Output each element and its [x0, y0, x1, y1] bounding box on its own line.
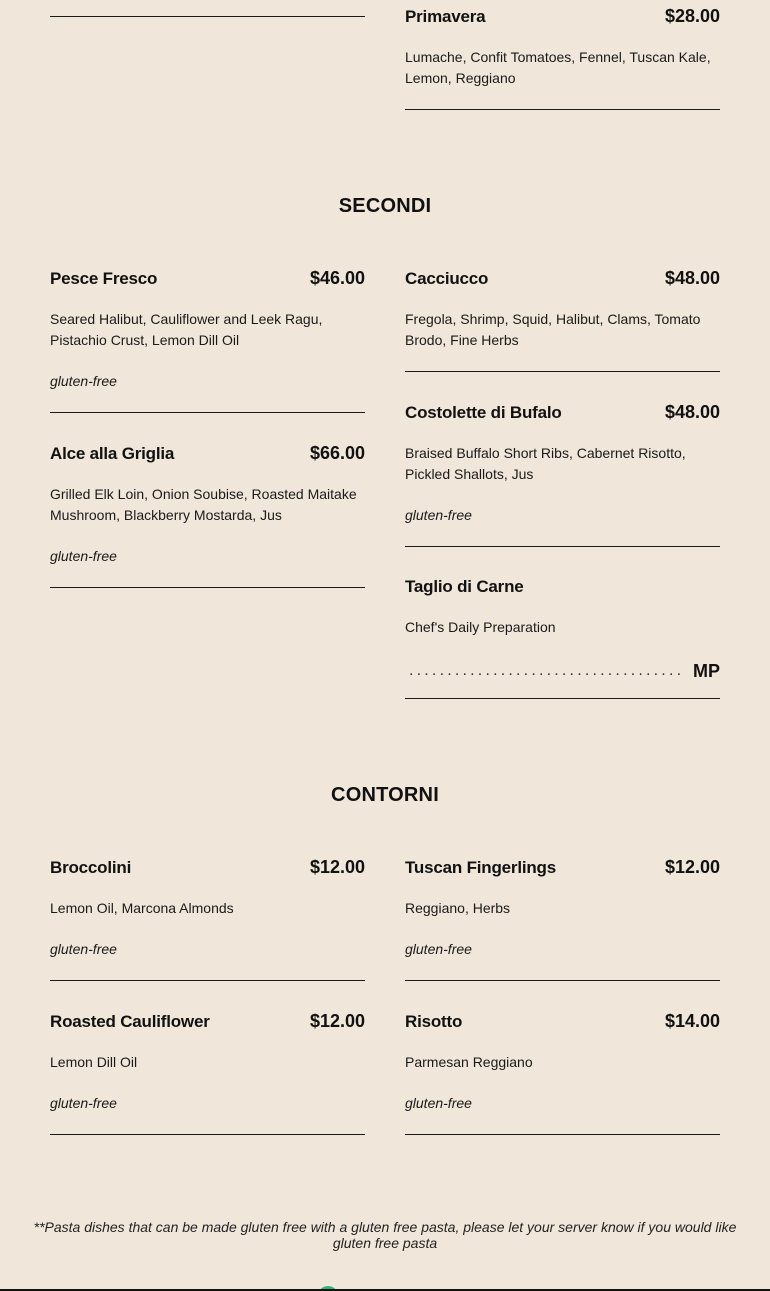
gluten-free-tag: gluten-free — [50, 1095, 117, 1111]
gluten-free-tag: gluten-free — [50, 941, 117, 957]
divider — [50, 980, 365, 981]
item-price: $12.00 — [309, 857, 365, 877]
item-price: $66.00 — [309, 443, 365, 463]
gluten-free-tag: gluten-free — [50, 548, 117, 564]
divider — [405, 109, 720, 110]
item-description: Lemon Dill Oil — [50, 1054, 138, 1070]
item-price: $14.00 — [664, 1011, 720, 1031]
item-price: $48.00 — [664, 402, 720, 422]
item-name: Tuscan Fingerlings — [405, 858, 556, 877]
item-description: Lumache, Confit Tomatoes, Fennel, Tuscan Kale, Lemon, Reggiano — [405, 49, 711, 86]
item-description: Parmesan Reggiano — [405, 1054, 533, 1070]
item-description: Fregola, Shrimp, Squid, Halibut, Clams, Tomato Brodo, Fine Herbs — [405, 311, 701, 348]
item-name: Alce alla Griglia — [50, 444, 175, 463]
item-price: $12.00 — [664, 857, 720, 877]
item-price: MP — [693, 661, 720, 681]
item-name: Costolette di Bufalo — [405, 403, 562, 422]
item-name: Cacciucco — [405, 269, 489, 288]
item-name: Risotto — [405, 1012, 463, 1031]
divider — [405, 371, 720, 372]
item-price: $48.00 — [664, 268, 720, 288]
item-price: $46.00 — [309, 268, 365, 288]
divider — [50, 1134, 365, 1135]
divider — [50, 587, 365, 588]
gluten-free-tag: gluten-free — [405, 1095, 472, 1111]
item-description: Lemon Oil, Marcona Almonds — [50, 900, 234, 916]
item-name: Pesce Fresco — [50, 269, 158, 288]
section-title-secondi: SECONDI — [338, 195, 432, 217]
item-price: $28.00 — [664, 6, 720, 26]
item-price: $12.00 — [309, 1011, 365, 1031]
section-title-contorni: CONTORNI — [331, 784, 439, 806]
item-name: Taglio di Carne — [405, 577, 524, 596]
dot-leader: .................................... — [409, 662, 685, 679]
gluten-free-footnote: **Pasta dishes that can be made gluten free with a gluten free pasta, please let your server know if you would like gluten free pasta — [33, 1219, 737, 1251]
divider — [405, 1134, 720, 1135]
gluten-free-tag: gluten-free — [405, 507, 472, 523]
item-description: Reggiano, Herbs — [405, 900, 511, 916]
gluten-free-tag: gluten-free — [405, 941, 472, 957]
item-name: Broccolini — [50, 858, 132, 877]
gluten-free-tag: gluten-free — [50, 373, 117, 389]
item-description: Seared Halibut, Cauliflower and Leek Ragu, Pistachio Crust, Lemon Dill Oil — [50, 311, 323, 348]
item-name: Roasted Cauliflower — [50, 1012, 210, 1031]
divider — [405, 546, 720, 547]
item-name: Primavera — [405, 7, 486, 26]
divider — [405, 698, 720, 699]
divider — [50, 16, 365, 17]
divider — [50, 412, 365, 413]
market-price-row — [405, 658, 720, 680]
item-description: Grilled Elk Loin, Onion Soubise, Roasted Maitake Mushroom, Blackberry Mostarda, Jus — [50, 486, 357, 523]
item-description: Braised Buffalo Short Ribs, Cabernet Risotto, Pickled Shallots, Jus — [405, 445, 686, 482]
item-description: Chef's Daily Preparation — [405, 619, 556, 635]
divider — [405, 980, 720, 981]
